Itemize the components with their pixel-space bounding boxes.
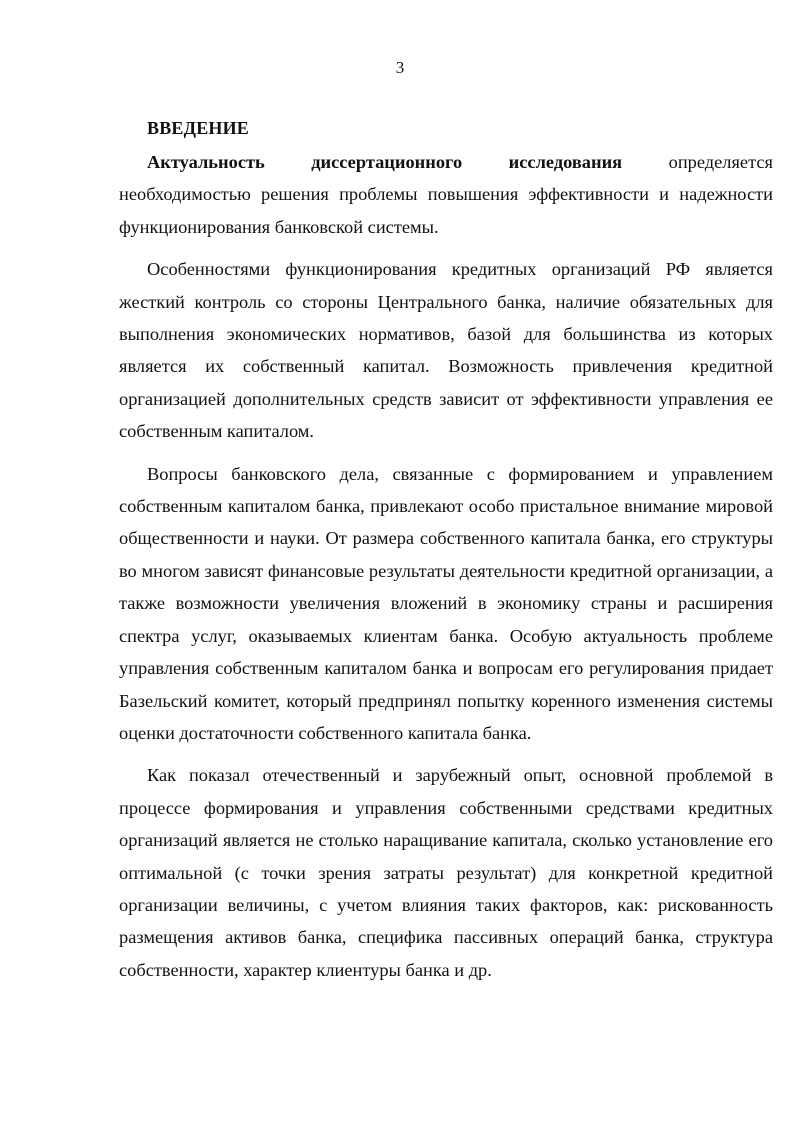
intro-lead-word-1: Актуальность: [147, 152, 265, 172]
section-heading: ВВЕДЕНИЕ: [147, 118, 250, 138]
intro-lead-tail: определяется: [668, 152, 773, 172]
paragraph-3: Как показал отечественный и зарубежный опыт, основной проблемой в процессе формирования и управления собственными средствами кредитных организаций является не столько наращивание капитала, сколько установление его оптимальной (с точки зрения затраты результат) для конкретной кредитной организации величины, с учетом влияния таких факторов, как: рискованность размещения активов банка, специфика пассивных операций банка, структура собственности, характер клиентуры банка и др.: [119, 765, 773, 980]
intro-lead-word-2: диссертационного: [311, 152, 463, 172]
paragraph-1: Особенностями функционирования кредитных организаций РФ является жесткий контроль со стороны Центрального банка, наличие обязательных для выполнения экономических нормативов, базой для большинства из которых является их собственный капитал. Возможность привлечения кредитной организацией дополнительных средств зависит от эффективности управления ее собственным капиталом.: [119, 259, 773, 442]
body-text: [119, 146, 773, 986]
paragraph-2: Вопросы банковского дела, связанные с формированием и управлением собственным капиталом банка, привлекают особо пристальное внимание мировой общественности и науки. От размера собственного капитала банка, его структуры во многом зависят финансовые результаты деятельности кредитной организации, а также возможности увеличения вложений в экономику страны и расширения спектра услуг, оказываемых клиентам банка. Особую актуальность проблеме управления собственным капиталом банка и вопросам его регулирования придает Базельский комитет, который предпринял попытку коренного изменения системы оценки достаточности собственного капитала банка.: [119, 463, 773, 743]
page-number: 3: [395, 58, 405, 77]
intro-continuation: необходимостью решения проблемы повышения эффективности и надежности функционирования банковской системы.: [119, 184, 773, 237]
intro-lead-line: [119, 146, 773, 178]
intro-lead-word-3: исследования: [508, 152, 623, 172]
